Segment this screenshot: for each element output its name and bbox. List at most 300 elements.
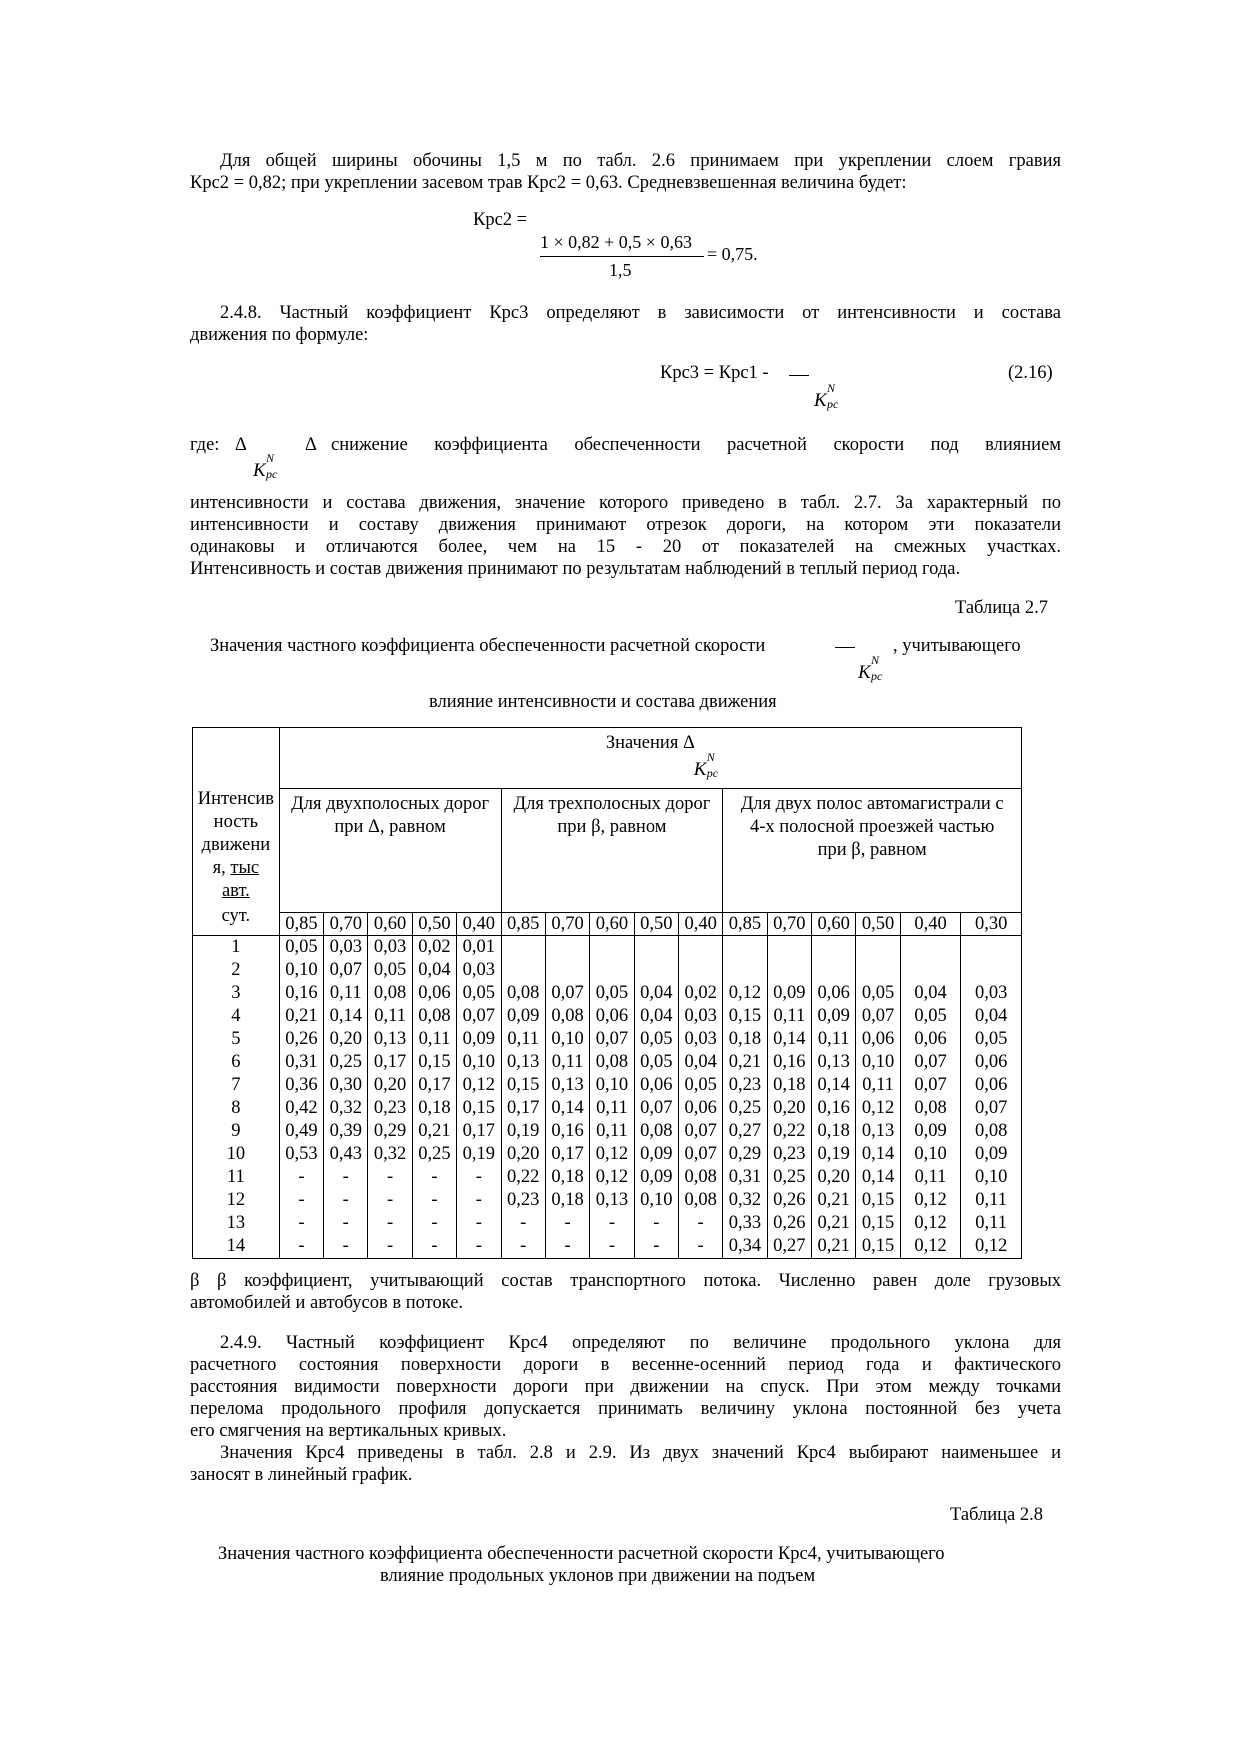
row-intensity-cell: 14 — [193, 1235, 280, 1259]
table-cell: 0,14 — [767, 1028, 811, 1051]
k-sub: pc — [706, 766, 719, 780]
subheader-cell: 0,40 — [900, 913, 961, 936]
table-row — [193, 1051, 1022, 1074]
table-row — [193, 1097, 1022, 1120]
table-cell: 0,31 — [723, 1166, 767, 1189]
delta-symbol: Δ — [235, 435, 247, 455]
table-cell: 0,32 — [368, 1143, 412, 1166]
text-line: 2.4.8. Частный коэффициент Крс3 определяют в зависимости от интенсивности и состава — [220, 303, 1061, 323]
k-n-pc-symbol — [858, 653, 883, 684]
table-cell: 0,17 — [501, 1097, 545, 1120]
formula-krs2-numerator: 1 × 0,82 + 0,5 × 0,63 — [540, 232, 692, 252]
table-cell: - — [457, 1189, 501, 1212]
table-cell: 0,39 — [324, 1120, 368, 1143]
table-cell — [900, 936, 961, 960]
table-cell: 0,08 — [545, 1005, 589, 1028]
table-cell: 0,53 — [279, 1143, 323, 1166]
text-line: 2.4.9. Частный коэффициент Крс4 определяют по величине продольного уклона для — [220, 1333, 1061, 1353]
table-cell — [590, 936, 634, 960]
header-text: Для трехполосных дорог — [513, 794, 711, 814]
table-cell: 0,14 — [856, 1166, 900, 1189]
table-cell: 0,16 — [767, 1051, 811, 1074]
table-cell: 0,02 — [412, 936, 456, 960]
table-cell: 0,26 — [767, 1212, 811, 1235]
table-cell — [590, 959, 634, 982]
table-cell: 0,17 — [545, 1143, 589, 1166]
table-cell: - — [678, 1212, 722, 1235]
header-values — [279, 728, 1021, 789]
fraction-bar — [540, 256, 704, 257]
table-row — [193, 982, 1022, 1005]
table-cell: 0,06 — [412, 982, 456, 1005]
formula-krs3: Крс3 = Крс1 - — [660, 363, 769, 383]
row-intensity-cell: 3 — [193, 982, 280, 1005]
table-cell: 0,15 — [856, 1212, 900, 1235]
table-cell: 0,15 — [457, 1097, 501, 1120]
table-cell — [634, 959, 678, 982]
table-cell: 0,12 — [900, 1212, 961, 1235]
text-line: его смягчения на вертикальных кривых. — [190, 1421, 507, 1441]
table-cell: 0,20 — [324, 1028, 368, 1051]
table-cell: 0,04 — [678, 1051, 722, 1074]
k-n-pc-symbol — [693, 750, 719, 781]
table-cell: 0,04 — [634, 982, 678, 1005]
table-cell: 0,18 — [412, 1097, 456, 1120]
header-text: Интенсив — [197, 789, 275, 809]
table-cell: 0,08 — [590, 1051, 634, 1074]
subheader-cell: 0,85 — [279, 913, 323, 936]
table-cell: 0,21 — [812, 1212, 856, 1235]
table-cell — [900, 959, 961, 982]
paragraph-shoulder — [190, 150, 1061, 194]
row-intensity-cell: 7 — [193, 1074, 280, 1097]
k-letter: K — [814, 390, 827, 411]
table-row — [193, 1074, 1022, 1097]
subheader-cell: 0,50 — [856, 913, 900, 936]
table-cell: 0,11 — [501, 1028, 545, 1051]
table-cell: 0,16 — [812, 1097, 856, 1120]
table-cell: 0,08 — [368, 982, 412, 1005]
subheader-cell: 0,70 — [767, 913, 811, 936]
table-cell — [501, 936, 545, 960]
text-line: Для общей ширины обочины 1,5 м по табл. 2.6 принимаем при укреплении слоем гравия — [220, 151, 1061, 171]
table-cell: 0,25 — [767, 1166, 811, 1189]
table-cell: 0,04 — [634, 1005, 678, 1028]
table-cell: 0,05 — [900, 1005, 961, 1028]
table-row — [193, 1120, 1022, 1143]
table-cell: - — [368, 1235, 412, 1259]
text-line: расстояния видимости поверхности дороги при движении на спуск. При этом между точками — [190, 1377, 1061, 1397]
text-line: перелома продольного профиля допускается принимать величину уклона постоянной без учета — [190, 1399, 1061, 1419]
subheader-cell: 0,50 — [412, 913, 456, 936]
table-cell: 0,11 — [812, 1028, 856, 1051]
table-title: Значения частного коэффициента обеспеченности расчетной скорости — [210, 636, 766, 656]
formula-number: (2.16) — [1008, 363, 1053, 383]
subheader-cell: 0,50 — [634, 913, 678, 936]
table-cell: - — [279, 1189, 323, 1212]
table-cell: 0,09 — [812, 1005, 856, 1028]
formula-krs2-result: = 0,75. — [707, 244, 758, 264]
row-intensity-cell: 9 — [193, 1120, 280, 1143]
table-cell: 0,05 — [634, 1028, 678, 1051]
k-letter: K — [253, 460, 266, 481]
table-cell — [678, 959, 722, 982]
table-cell: 0,17 — [368, 1051, 412, 1074]
table-cell: - — [545, 1212, 589, 1235]
text-line: интенсивности и составу движения принимают отрезок дороги, на котором эти показатели — [190, 515, 1061, 535]
table-cell: 0,11 — [545, 1051, 589, 1074]
where-label: где: — [190, 435, 220, 455]
row-intensity-cell: 12 — [193, 1189, 280, 1212]
table-cell: 0,06 — [900, 1028, 961, 1051]
table-cell: 0,10 — [856, 1051, 900, 1074]
table-cell: 0,15 — [501, 1074, 545, 1097]
table-cell: 0,07 — [324, 959, 368, 982]
table-cell: 0,10 — [457, 1051, 501, 1074]
table-2-7 — [192, 727, 1022, 1259]
k-sup: N — [827, 381, 836, 395]
table-cell: 0,03 — [457, 959, 501, 982]
table-cell: - — [457, 1166, 501, 1189]
table-cell: - — [501, 1235, 545, 1259]
header-group-motorway — [723, 789, 1022, 913]
table-cell: 0,05 — [961, 1028, 1022, 1051]
table-title-suffix: , учитывающего — [893, 636, 1021, 656]
paragraph-krs4-values — [190, 1442, 1061, 1486]
table-cell: 0,20 — [368, 1074, 412, 1097]
table-cell: 0,18 — [545, 1166, 589, 1189]
table-cell: 0,25 — [324, 1051, 368, 1074]
table-cell: - — [501, 1212, 545, 1235]
table-cell: 0,12 — [856, 1097, 900, 1120]
text-line: движения по формуле: — [190, 325, 369, 345]
text-line: Значения Крс4 приведены в табл. 2.8 и 2.9. Из двух значений Крс4 выбирают наименьшее и — [220, 1443, 1061, 1463]
table-cell: 0,27 — [723, 1120, 767, 1143]
row-intensity-cell: 2 — [193, 959, 280, 982]
table-cell: 0,23 — [723, 1074, 767, 1097]
table-cell: 0,09 — [900, 1120, 961, 1143]
table-cell — [545, 936, 589, 960]
table-cell — [723, 959, 767, 982]
table-cell: 0,11 — [900, 1166, 961, 1189]
table-cell: 0,01 — [457, 936, 501, 960]
k-letter: K — [858, 662, 871, 683]
table-cell: 0,09 — [634, 1166, 678, 1189]
table-cell: - — [634, 1235, 678, 1259]
text-line: снижение коэффициента обеспеченности расчетной скорости под влиянием — [331, 435, 1061, 455]
table-cell: 0,30 — [324, 1074, 368, 1097]
table-cell: 0,10 — [900, 1143, 961, 1166]
table-cell: 0,17 — [412, 1074, 456, 1097]
table-cell: - — [457, 1212, 501, 1235]
table-cell — [501, 959, 545, 982]
header-text: 4-х полосной проезжей частью — [749, 817, 995, 837]
header-text: Для двух полос автомагистрали с — [740, 794, 1004, 814]
table-cell: 0,11 — [856, 1074, 900, 1097]
subheader-cell: 0,70 — [324, 913, 368, 936]
table-cell: 0,26 — [279, 1028, 323, 1051]
table-cell: 0,06 — [856, 1028, 900, 1051]
text-line: заносят в линейный график. — [190, 1465, 413, 1485]
row-intensity-cell: 10 — [193, 1143, 280, 1166]
table-cell: - — [678, 1235, 722, 1259]
table-cell: 0,11 — [590, 1120, 634, 1143]
table-cell: 0,20 — [501, 1143, 545, 1166]
table-cell — [961, 959, 1022, 982]
table-cell: 0,03 — [961, 982, 1022, 1005]
table-cell: 0,23 — [368, 1097, 412, 1120]
k-sub: pc — [871, 669, 883, 683]
table-cell: - — [457, 1235, 501, 1259]
table-cell: 0,10 — [545, 1028, 589, 1051]
subheader-cell: 0,85 — [723, 913, 767, 936]
table-cell: 0,15 — [412, 1051, 456, 1074]
table-cell: 0,08 — [412, 1005, 456, 1028]
table-cell: 0,21 — [812, 1189, 856, 1212]
text-line: расчетного состояния поверхности дороги в весенне-осенний период года и фактического — [190, 1355, 1061, 1375]
table-cell: 0,49 — [279, 1120, 323, 1143]
table-cell: 0,18 — [812, 1120, 856, 1143]
k-sub: pc — [827, 397, 839, 411]
table-cell: 0,13 — [545, 1074, 589, 1097]
table-cell: 0,12 — [900, 1235, 961, 1259]
table-cell: 0,25 — [412, 1143, 456, 1166]
table-cell — [545, 959, 589, 982]
table-cell — [856, 936, 900, 960]
table-cell: 0,11 — [961, 1212, 1022, 1235]
table-cell: 0,14 — [545, 1097, 589, 1120]
k-sup: N — [266, 451, 275, 465]
k-sup: N — [706, 750, 715, 764]
row-intensity-cell: 4 — [193, 1005, 280, 1028]
table-title: влияние интенсивности и состава движения — [429, 692, 777, 712]
header-group-three-lane — [501, 789, 723, 913]
formula-krs2-denominator: 1,5 — [609, 260, 632, 280]
table-cell: 0,07 — [457, 1005, 501, 1028]
paragraph-248 — [190, 302, 1061, 346]
table-cell: 0,07 — [900, 1051, 961, 1074]
table-row — [193, 1028, 1022, 1051]
table-cell: 0,16 — [279, 982, 323, 1005]
table-cell: - — [412, 1235, 456, 1259]
header-text: при β, равном — [817, 840, 927, 860]
table-cell: 0,08 — [678, 1166, 722, 1189]
table-cell: 0,06 — [590, 1005, 634, 1028]
table-cell — [856, 959, 900, 982]
table-cell: 0,23 — [501, 1189, 545, 1212]
row-intensity-cell: 6 — [193, 1051, 280, 1074]
subheader-cell: 0,30 — [961, 913, 1022, 936]
table-cell: 0,05 — [634, 1051, 678, 1074]
table-cell: - — [324, 1189, 368, 1212]
subheader-cell: 0,85 — [501, 913, 545, 936]
table-cell: 0,13 — [812, 1051, 856, 1074]
table-cell: 0,06 — [634, 1074, 678, 1097]
table-cell: 0,43 — [324, 1143, 368, 1166]
table-cell: 0,11 — [961, 1189, 1022, 1212]
table-cell: 0,29 — [723, 1143, 767, 1166]
table-cell: 0,16 — [545, 1120, 589, 1143]
table-cell: 0,04 — [900, 982, 961, 1005]
table-cell: 0,20 — [767, 1097, 811, 1120]
table-cell: - — [412, 1212, 456, 1235]
table-cell — [634, 936, 678, 960]
table-cell: 0,08 — [900, 1097, 961, 1120]
table-cell: 0,14 — [856, 1143, 900, 1166]
row-intensity-cell: 8 — [193, 1097, 280, 1120]
table-cell: 0,10 — [634, 1189, 678, 1212]
paragraph-beta — [190, 1270, 1061, 1314]
table-cell: 0,23 — [767, 1143, 811, 1166]
header-group-two-lane — [279, 789, 501, 913]
table-cell: 0,07 — [678, 1143, 722, 1166]
table-cell: 0,04 — [961, 1005, 1022, 1028]
table-cell: 0,14 — [812, 1074, 856, 1097]
table-cell: - — [412, 1189, 456, 1212]
table-cell: 0,27 — [767, 1235, 811, 1259]
k-sub: pc — [266, 467, 278, 481]
table-cell: 0,21 — [723, 1051, 767, 1074]
k-n-pc-symbol — [814, 381, 839, 412]
table-cell: 0,07 — [545, 982, 589, 1005]
table-cell: - — [368, 1189, 412, 1212]
table-cell: 0,05 — [856, 982, 900, 1005]
formula-krs2-lhs: Крс2 = — [473, 210, 528, 230]
table-cell — [767, 959, 811, 982]
table-cell: 0,05 — [678, 1074, 722, 1097]
table-cell: 0,26 — [767, 1189, 811, 1212]
table-cell: 0,06 — [961, 1074, 1022, 1097]
table-cell: 0,10 — [590, 1074, 634, 1097]
text-line: автомобилей и автобусов в потоке. — [190, 1293, 464, 1313]
table-cell: - — [368, 1166, 412, 1189]
table-cell: 0,13 — [856, 1120, 900, 1143]
table-cell: 0,07 — [856, 1005, 900, 1028]
k-letter: K — [693, 759, 707, 780]
table-cell: 0,12 — [961, 1235, 1022, 1259]
paragraph-249 — [190, 1332, 1061, 1442]
table-cell: 0,19 — [812, 1143, 856, 1166]
table-cell: 0,20 — [812, 1166, 856, 1189]
table-row — [193, 1143, 1022, 1166]
table-cell: 0,11 — [767, 1005, 811, 1028]
text-line: Крс2 = 0,82; при укреплении засевом трав Крс2 = 0,63. Средневзвешенная величина будет: — [190, 173, 907, 193]
table-cell: 0,12 — [723, 982, 767, 1005]
row-intensity-cell: 1 — [193, 936, 280, 960]
table-cell: 0,03 — [678, 1005, 722, 1028]
table-cell: 0,12 — [900, 1189, 961, 1212]
table-cell: - — [279, 1166, 323, 1189]
table-cell: 0,34 — [723, 1235, 767, 1259]
table-cell: 0,15 — [723, 1005, 767, 1028]
table-cell — [678, 936, 722, 960]
subheader-cell: 0,40 — [678, 913, 722, 936]
subheader-cell: 0,60 — [590, 913, 634, 936]
table-cell — [812, 936, 856, 960]
table-row — [193, 1235, 1022, 1259]
table-cell: 0,18 — [767, 1074, 811, 1097]
table-cell: 0,06 — [812, 982, 856, 1005]
paragraph-intensity — [190, 492, 1061, 580]
table-label: Таблица 2.8 — [950, 1505, 1043, 1525]
table-cell: 0,17 — [457, 1120, 501, 1143]
table-cell: 0,02 — [678, 982, 722, 1005]
header-text: сут. — [221, 906, 251, 926]
table-cell — [961, 936, 1022, 960]
table-cell: 0,05 — [457, 982, 501, 1005]
table-cell: 0,08 — [501, 982, 545, 1005]
table-cell: 0,09 — [457, 1028, 501, 1051]
table-cell — [812, 959, 856, 982]
table-cell: - — [412, 1166, 456, 1189]
table-cell: 0,05 — [368, 959, 412, 982]
table-cell: 0,22 — [501, 1166, 545, 1189]
table-cell: - — [324, 1212, 368, 1235]
row-intensity-cell: 5 — [193, 1028, 280, 1051]
table-cell: 0,32 — [324, 1097, 368, 1120]
table-cell: 0,15 — [856, 1189, 900, 1212]
table-cell: - — [590, 1212, 634, 1235]
row-intensity-cell: 11 — [193, 1166, 280, 1189]
table-cell: 0,05 — [590, 982, 634, 1005]
table-row — [193, 936, 1022, 960]
header-text: движени — [201, 835, 271, 855]
table-cell — [723, 936, 767, 960]
table-row — [193, 1212, 1022, 1235]
table-cell: 0,11 — [412, 1028, 456, 1051]
delta-symbol: Δ — [305, 435, 317, 455]
table-cell: 0,11 — [368, 1005, 412, 1028]
table-cell: 0,07 — [590, 1028, 634, 1051]
table-cell: 0,42 — [279, 1097, 323, 1120]
table-cell: 0,11 — [324, 982, 368, 1005]
header-text: при Δ, равном — [334, 817, 446, 837]
text-line: одинаковы и отличаются более, чем на 15 - 20 от показателей на смежных участках. — [190, 537, 1061, 557]
header-text: при β, равном — [557, 817, 667, 837]
table-cell: 0,31 — [279, 1051, 323, 1074]
text-line: Интенсивность и состав движения принимают по результатам наблюдений в теплый период года. — [190, 559, 961, 579]
table-cell: 0,19 — [501, 1120, 545, 1143]
table-cell: 0,07 — [634, 1097, 678, 1120]
row-intensity-cell: 13 — [193, 1212, 280, 1235]
header-text: ность — [213, 812, 259, 832]
table-cell: 0,18 — [545, 1189, 589, 1212]
table-cell: 0,06 — [678, 1097, 722, 1120]
title-dash — [835, 647, 855, 648]
table-cell: 0,21 — [279, 1005, 323, 1028]
table-cell: 0,32 — [723, 1189, 767, 1212]
table-title: влияние продольных уклонов при движении на подъем — [380, 1566, 816, 1586]
table-cell: 0,11 — [590, 1097, 634, 1120]
table-cell: 0,29 — [368, 1120, 412, 1143]
subheader-cell: 0,60 — [812, 913, 856, 936]
table-row — [193, 1166, 1022, 1189]
header-values-text: Значения Δ — [605, 733, 695, 753]
table-cell: - — [590, 1235, 634, 1259]
subheader-cell: 0,40 — [457, 913, 501, 936]
table-cell: 0,10 — [279, 959, 323, 982]
table-cell: 0,33 — [723, 1212, 767, 1235]
table-cell: 0,22 — [767, 1120, 811, 1143]
table-cell: 0,21 — [412, 1120, 456, 1143]
table-cell: 0,07 — [678, 1120, 722, 1143]
table-row — [193, 959, 1022, 982]
table-cell: 0,19 — [457, 1143, 501, 1166]
table-cell — [767, 936, 811, 960]
k-n-pc-symbol — [253, 451, 278, 482]
subheader-cell: 0,60 — [368, 913, 412, 936]
table-cell: 0,13 — [501, 1051, 545, 1074]
